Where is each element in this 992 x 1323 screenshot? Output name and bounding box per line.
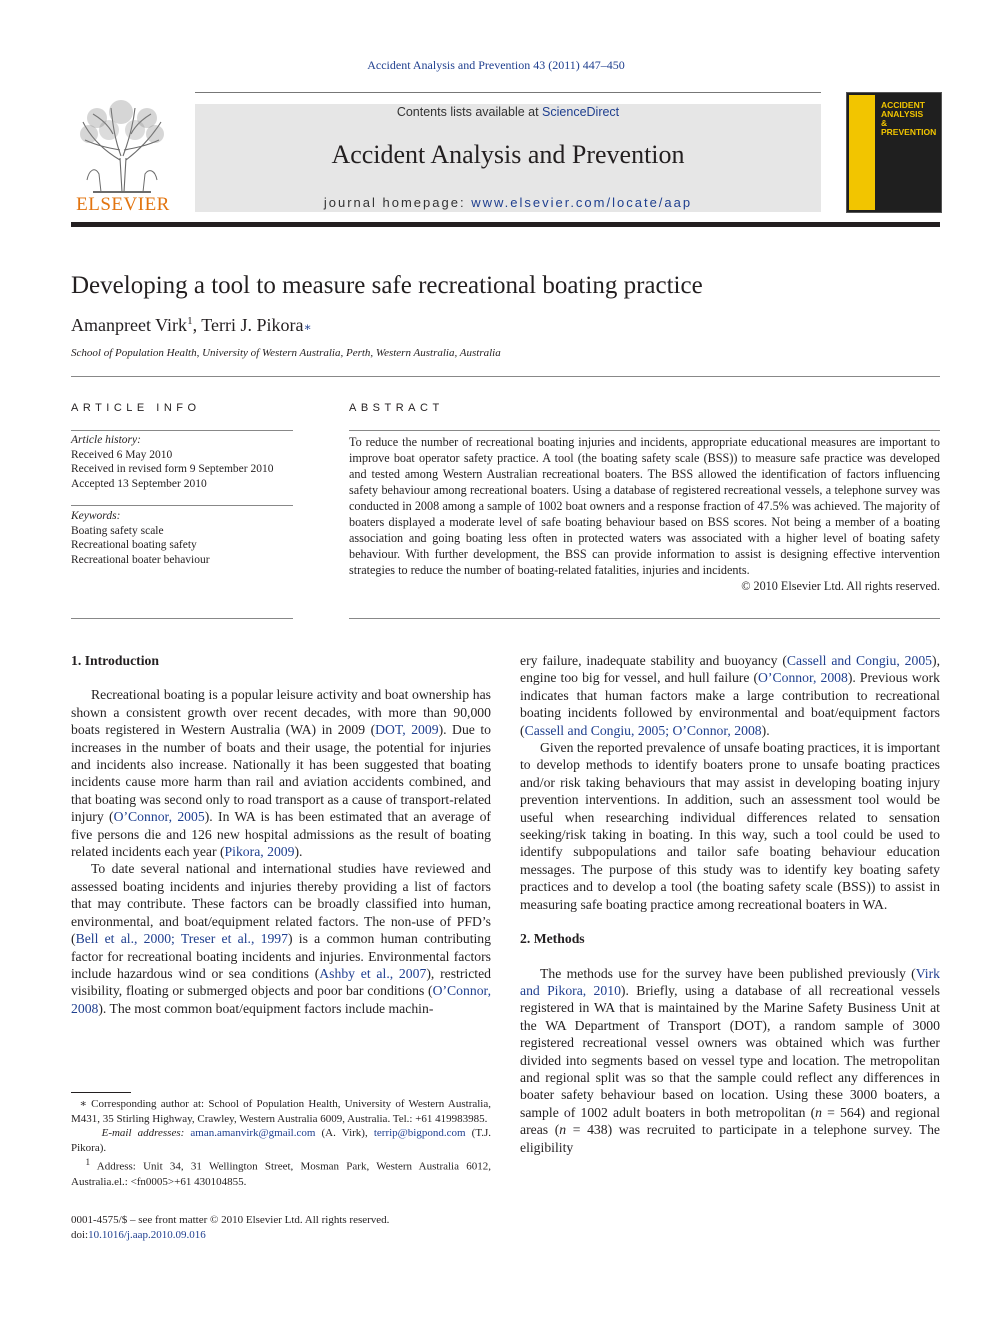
body-paragraph — [520, 652, 940, 739]
reference-link[interactable]: O’Connor, 2008 — [71, 983, 491, 1016]
contents-line — [195, 105, 821, 119]
body-text: ). In WA is has been estimated that an average of five persons die and 126 new hospital admissions as the result of boating related incidents each year ( — [71, 809, 491, 860]
reference-link[interactable]: O’Connor, 2008 — [758, 670, 848, 686]
footnote-marker: 1 — [85, 1157, 91, 1168]
body-text: ). — [294, 844, 303, 860]
footnote-marker[interactable]: 1 — [187, 315, 193, 327]
body-paragraph — [520, 965, 940, 1156]
body-paragraph — [71, 860, 491, 1017]
keyword: Boating safety scale — [71, 524, 164, 537]
author-list — [71, 315, 312, 336]
accepted-date: Accepted 13 September 2010 — [71, 477, 207, 490]
journal-masthead — [71, 92, 940, 220]
masthead-rule — [71, 222, 940, 227]
sciencedirect-link[interactable]: ScienceDirect — [542, 105, 620, 119]
corresponding-author-marker[interactable]: ∗ — [303, 320, 312, 334]
reference-link[interactable]: Virk and Pikora, 2010 — [520, 965, 940, 998]
abstract-rule — [349, 430, 940, 431]
body-text: ), engine too big for vessel, and hull failure ( — [520, 653, 940, 686]
author-affiliation: School of Population Health, University of Western Australia, Perth, Western Australia, Australia — [71, 347, 501, 359]
doi-prefix: doi: — [71, 1228, 89, 1241]
cover-title-line: ANALYSIS — [881, 109, 924, 119]
cover-title-line: ACCIDENT — [881, 100, 925, 110]
body-text: = 564) and regional areas ( — [520, 1104, 941, 1138]
revised-date: Received in revised form 9 September 2010 — [71, 463, 274, 475]
body-text: ), restricted visibility, floating or submerged objects and poor bar conditions ( — [71, 965, 491, 999]
author-separator: , — [192, 315, 202, 335]
contents-prefix: Contents lists available at — [396, 105, 543, 119]
footnote-corresponding — [71, 1097, 491, 1126]
body-text: The methods use for the survey have been published previously ( — [540, 965, 916, 981]
received-date: Received 6 May 2010 — [71, 448, 173, 461]
footnote-text: Corresponding author at: School of Population Health, University of Western Australia, M431, 35 Stirling Highway, Crawley, Western Australia 6009, Australia. Tel.: +61 419983985. — [71, 1098, 491, 1125]
body-text: Recreational boating is a popular leisure activity and boat ownership has shown a consistent growth over recent decades, with more than 90,000 boats registered in Western Australia (WA) in 2009 ( — [71, 687, 491, 738]
body-text: ). Previous work indicates that human factors make a large contribution to recreational boating incidents followed by environmental and boat/equipment factors ( — [520, 670, 940, 738]
banner-top-rule — [195, 92, 821, 93]
body-text: ) is a common human contributing factor for recreational boating incidents and injuries. Environmental factors include hazardous wind or sea conditions ( — [71, 931, 491, 981]
reference-link[interactable]: Ashby et al., 2007 — [319, 965, 427, 981]
journal-title: Accident Analysis and Prevention — [331, 140, 685, 169]
article-info-bottom-rule — [71, 618, 293, 619]
body-text: = 438) was recruited to participate in a telephone survey. The eligibility — [520, 1122, 941, 1155]
body-column-right — [520, 652, 940, 1156]
article-title: Developing a tool to measure safe recreational boating practice — [71, 272, 703, 299]
reference-link[interactable]: Bell et al., 2000; Treser et al., 1997 — [75, 931, 288, 947]
article-info-heading: ARTICLE INFO — [71, 402, 201, 414]
keywords-rule — [71, 505, 293, 506]
body-text: ). Briefly, using a database of all recreational vessels registered in WA that is maintained by the Marine Safety Business Unit at the WA Department of Transport (DOT), a random sample of 3000 registered recreational vessel owners was obtained which was further divided into segments based on vessel type and location. The metropolitan and regional split was so that the sample could reflect any differences in boater safety behaviour based on location. Using these 3000 boaters, a sample of 1002 adult boaters in both metropolitan ( — [520, 982, 940, 1120]
author-name: Terri J. Pikora — [201, 315, 304, 335]
abstract-bottom-rule — [349, 618, 940, 619]
journal-banner — [195, 104, 821, 212]
doi-link[interactable]: 10.1016/j.aap.2010.09.016 — [88, 1228, 206, 1241]
doi-line — [71, 1228, 389, 1243]
article-info-rule — [71, 430, 293, 431]
header-divider — [71, 376, 940, 377]
body-paragraph — [71, 686, 491, 860]
page-footer — [71, 1213, 389, 1242]
abstract — [349, 434, 940, 594]
author-name: Amanpreet Virk — [71, 315, 188, 335]
body-text: ). — [761, 722, 770, 738]
history-label: Article history: — [71, 434, 141, 446]
keyword: Recreational boating safety — [71, 539, 197, 551]
footnote-text: (A. Virk), — [315, 1127, 374, 1140]
body-text: ery failure, inadequate stability and buoyancy ( — [520, 653, 787, 668]
reference-link[interactable]: Cassell and Congiu, 2005 — [786, 653, 933, 668]
n-symbol: n — [559, 1122, 567, 1138]
cover-stripe — [849, 95, 875, 210]
body-text: ). Due to increases in the number of boats and their usage, the potential for injuries and incidents also increase. Nationally it has been suggested that boating incidents cause more harm than rail and aviation accidents combined, and that boating was second only to road transport as a cause of transport-related injury ( — [71, 722, 492, 825]
reference-link[interactable]: O’Connor, 2005 — [113, 809, 205, 825]
body-text: To date several national and international studies have reviewed and assessed boating incidents and injuries thereby providing a list of factors that may contribute. These factors can be broadly classified into human, environmental, and boat/equipment related factors. The non-use of PFD’s ( — [71, 861, 491, 947]
cover-title — [881, 101, 936, 137]
footnote-marker: ∗ — [79, 1098, 87, 1110]
cover-title-line: & — [881, 118, 888, 128]
keywords-block — [71, 509, 293, 567]
reference-link[interactable]: Pikora, 2009 — [224, 844, 295, 860]
article-history — [71, 433, 293, 491]
footnote-emails — [71, 1126, 491, 1155]
journal-citation[interactable]: Accident Analysis and Prevention 43 (2011) 447–450 — [367, 58, 625, 72]
n-symbol: n — [815, 1104, 822, 1120]
reference-link[interactable]: Cassell and Congiu, 2005; O’Connor, 2008 — [524, 722, 762, 738]
body-column-left — [71, 652, 491, 1017]
footnote-text: (T.J. Pikora). — [71, 1127, 492, 1154]
body-text: ). The most common boat/equipment factors include machin- — [98, 1000, 434, 1016]
elsevier-logo[interactable] — [71, 100, 183, 220]
abstract-heading: ABSTRACT — [349, 402, 444, 414]
reference-link[interactable]: DOT, 2009 — [375, 722, 439, 738]
footnotes — [71, 1097, 491, 1189]
section-heading-introduction: 1. Introduction — [71, 653, 159, 668]
abstract-text: To reduce the number of recreational boating injuries and incidents, appropriate educational measures are important to improve boat operator safety practice. A tool (the boating safety scale (BSS)) to measure safe practice was developed and tested among Western Australian recreational boaters. The BSS allowed the identification of factors influencing safety behaviour among recreational boaters. Using a database of registered recreational vessels, a telephone survey was conducted in 2008 among a sample of 1002 boat owners and a response fraction of 47.5% was achieved. The majority of boaters displayed a moderate level of safe boating behaviour based on BSS scores. Not being a member of a boating association and going boating less often in protected waters was associated with a higher level of boating safety behaviour. With further development, the BSS can provide information to assist is designing effective intervention strategies to reduce the number of boating-related fatalities, injuries and incidents. — [349, 435, 940, 577]
issn-line: 0001-4575/$ – see front matter © 2010 Elsevier Ltd. All rights reserved. — [71, 1214, 390, 1226]
email-link[interactable]: aman.amanvirk@gmail.com — [190, 1127, 316, 1140]
journal-cover-thumbnail[interactable] — [846, 92, 942, 213]
footnote-text: Address: Unit 34, 31 Wellington Street, Mosman Park, Western Australia 6012, Australia.el.: <fn0005>+61 430104855. — [71, 1161, 491, 1188]
footnote-rule — [71, 1092, 131, 1093]
body-paragraph: Given the reported prevalence of unsafe boating practices, it is important to develop methods to identify boaters prone to unsafe boating practices and/or risk taking behaviours that may assist in developing boating injury prevention interventions. In addition, such an assessment tool would be useful when researching individual differences related to sensation seeking/risk taking in boating. In this way, such a tool could be used to identify subpopulations and tailor safe boating behaviour education messages. The purpose of this study was to identify key boating safety practices and to develop a tool (the boating safety scale (BSS)) to assist in measuring safe boating practice among recreational boaters in WA. — [520, 740, 940, 912]
homepage-link[interactable]: www.elsevier.com/locate/aap — [471, 195, 693, 210]
journal-homepage — [195, 195, 821, 210]
email-label: E-mail addresses: — [101, 1127, 185, 1140]
elsevier-wordmark: ELSEVIER — [76, 194, 170, 215]
footnote-address — [71, 1155, 491, 1189]
keywords-label: Keywords: — [71, 510, 121, 522]
abstract-copyright: © 2010 Elsevier Ltd. All rights reserved. — [741, 579, 940, 593]
homepage-prefix: journal homepage: — [323, 195, 472, 210]
elsevier-tree-icon — [73, 100, 171, 194]
email-link[interactable]: terrip@bigpond.com — [373, 1127, 466, 1140]
cover-title-line: PREVENTION — [881, 127, 937, 137]
keyword: Recreational boater behaviour — [71, 553, 210, 566]
section-heading-methods: 2. Methods — [520, 931, 585, 947]
